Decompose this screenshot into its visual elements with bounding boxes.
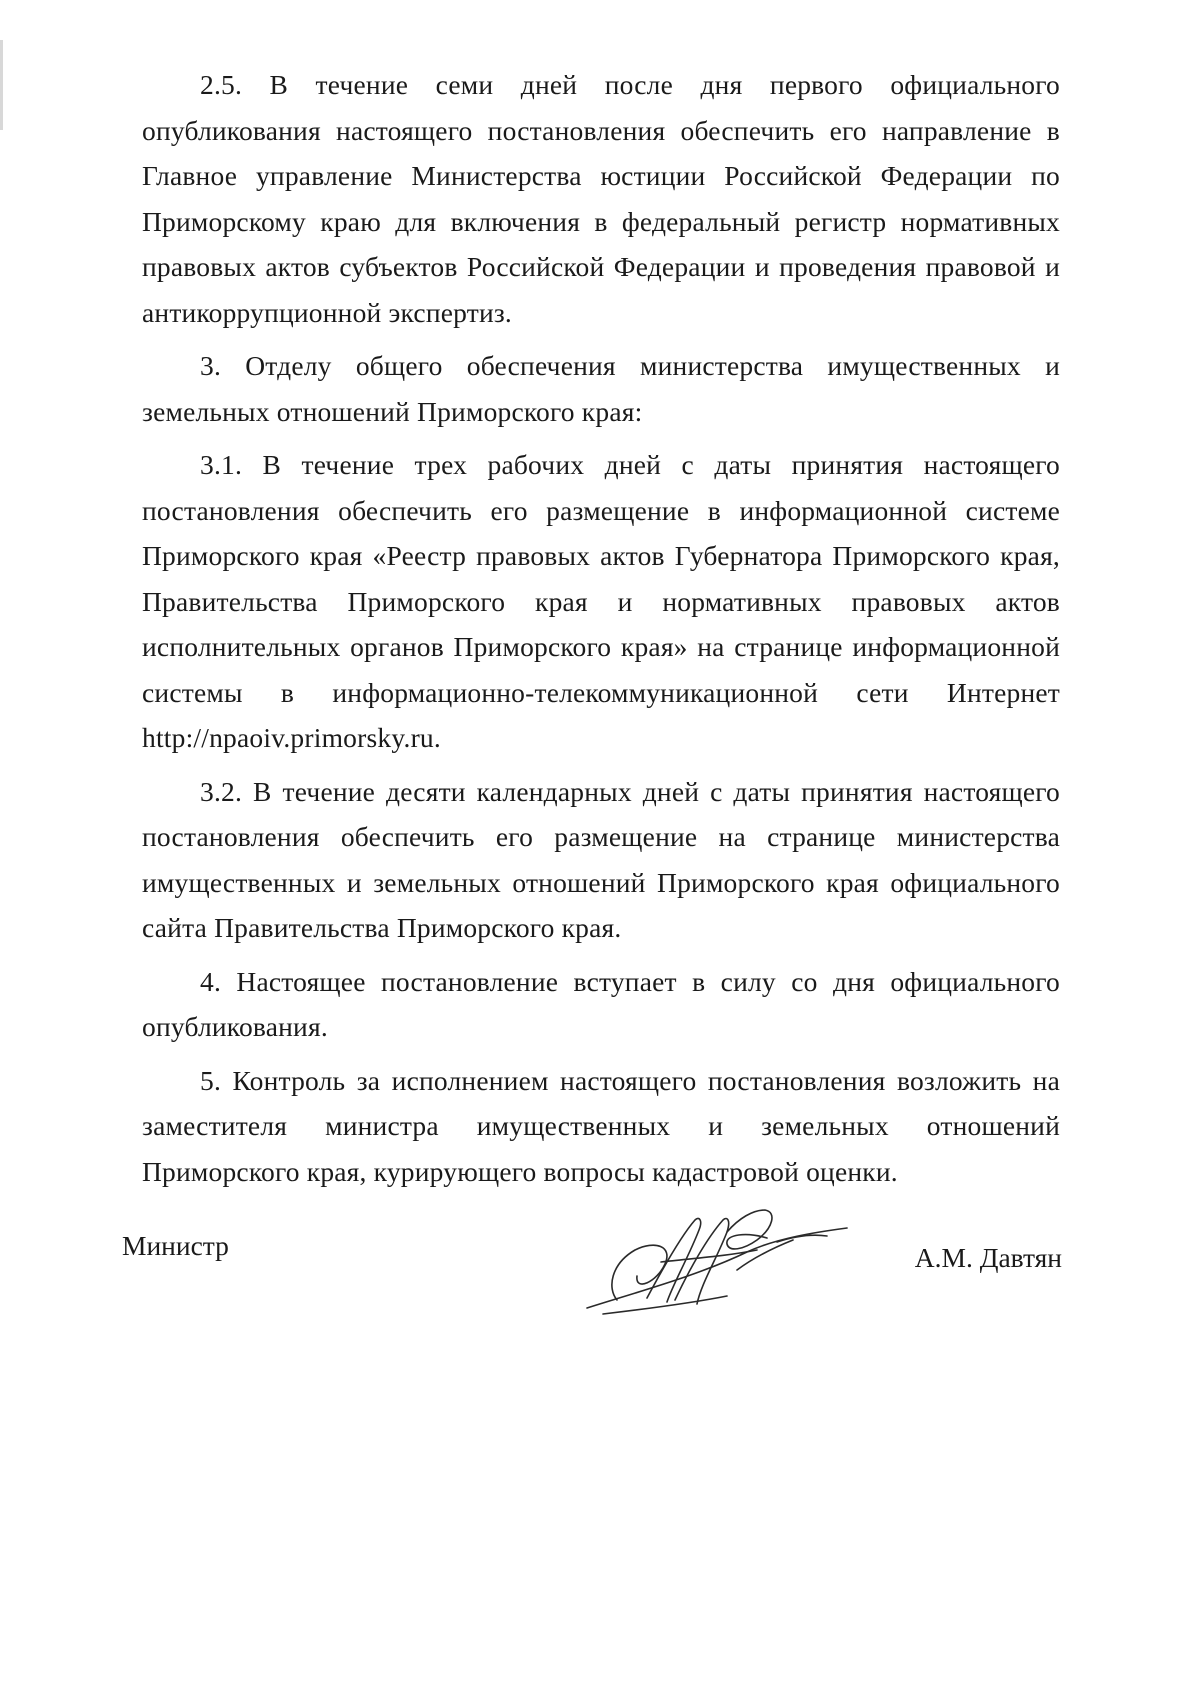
paragraph-3: 3. Отделу общего обеспечения министерства имущественных и земельных отношений Приморского края: (142, 350, 1060, 427)
paragraph-3-2: 3.2. В течение десяти календарных дней с даты принятия настоящего постановления обеспечить его размещение на странице министерства имущественных и земельных отношений Приморского края официального сайта Правительства Приморского края. (142, 775, 1060, 943)
scan-edge-mark (0, 40, 3, 130)
paragraph-3-1: 3.1. В течение трех рабочих дней с даты принятия настоящего постановления обеспечить его размещение в информационной системе Приморского края «Реестр правовых актов Губернатора Приморского края, Правительства Приморского края и нормативных правовых актов исполнительных органов Приморского края» на странице информационной системы в информационно-телекоммуникационной сети Интернет http://npaoiv.primorsky.ru. (142, 449, 1060, 753)
signatory-title: Министр (122, 1230, 229, 1261)
paragraph-4: 4. Настоящее постановление вступает в силу со дня официального опубликования. (142, 965, 1060, 1042)
signatory-name: А.М. Давтян (914, 1242, 1062, 1273)
document-body (142, 62, 1060, 1202)
handwritten-signature (577, 1180, 857, 1320)
paragraph-2-5: 2.5. В течение семи дней после дня первого официального опубликования настоящего постановления обеспечить его направление в Главное управление Министерства юстиции Российской Федерации по Приморскому краю для включения в федеральный регистр нормативных правовых актов субъектов Российской Федерации и проведения правовой и антикоррупционной экспертиз. (142, 69, 1060, 328)
signature-block (122, 1222, 1062, 1312)
paragraph-5: 5. Контроль за исполнением настоящего постановления возложить на заместителя министра имущественных и земельных отношений Приморского края, курирующего вопросы кадастровой оценки. (142, 1064, 1060, 1187)
